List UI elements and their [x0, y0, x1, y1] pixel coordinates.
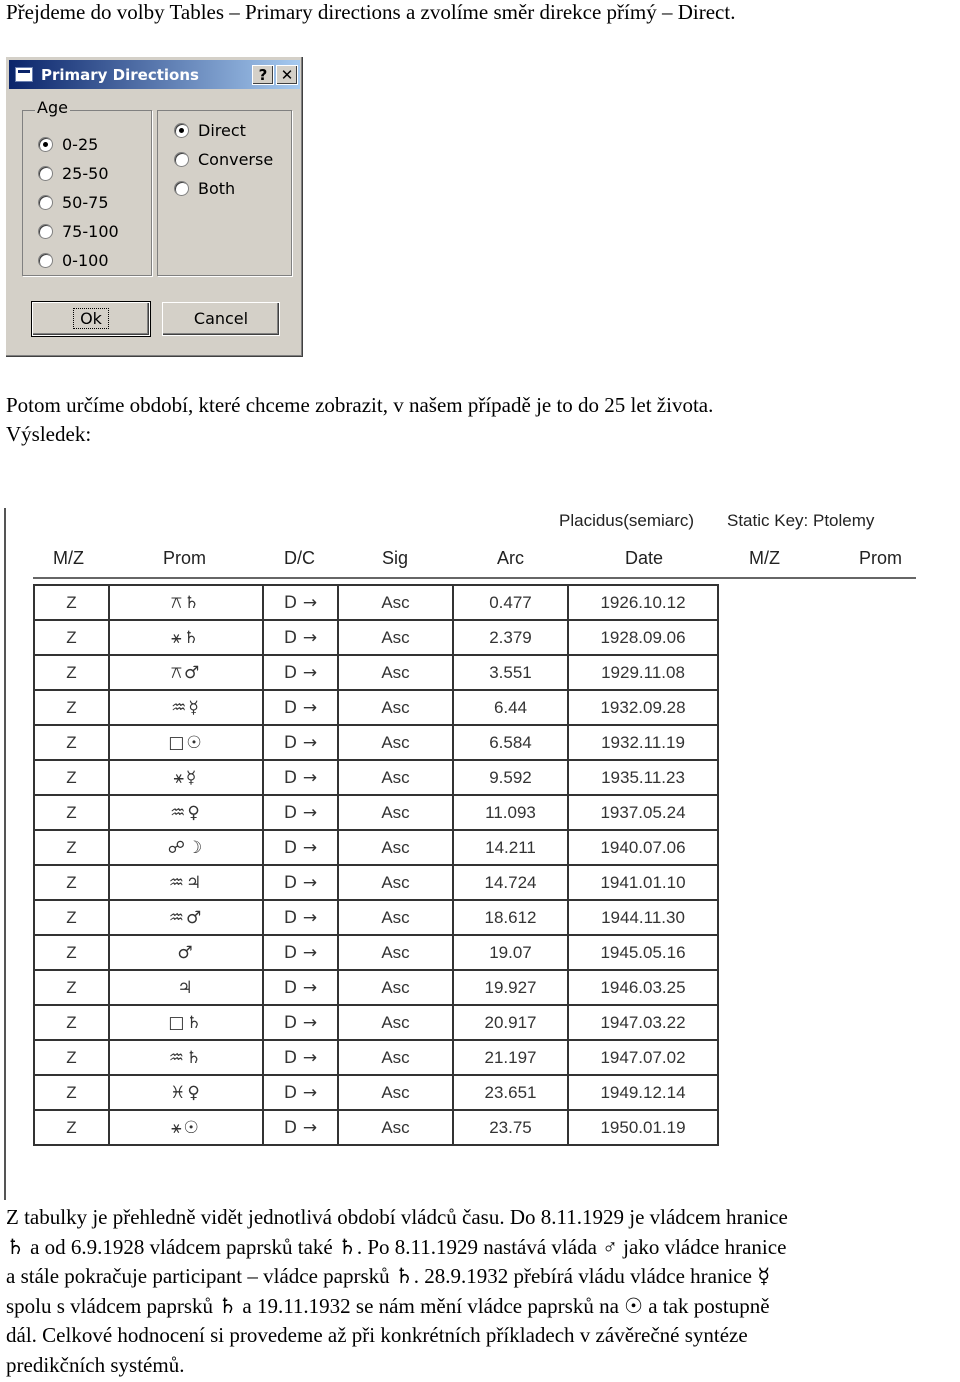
row-date: 1941.01.10 [568, 865, 718, 900]
ok-button-label: Ok [73, 308, 109, 329]
table-row [34, 795, 718, 830]
direction-code: D [283, 872, 297, 893]
row-arc: 18.612 [453, 900, 568, 935]
conclusion-line: predikčních systémů. [6, 1352, 185, 1377]
table-row [34, 620, 718, 655]
direction-option-label: Both [198, 179, 236, 198]
row-significator: Asc [338, 620, 453, 655]
arrow-icon: → [302, 977, 318, 998]
direction-code: D [283, 837, 297, 858]
directions-table-image [0, 500, 960, 1200]
row-arc: 0.477 [453, 585, 568, 620]
radio-button[interactable] [38, 253, 53, 268]
window-icon [15, 67, 33, 82]
directions-table [33, 584, 719, 1146]
row-date: 1935.11.23 [568, 760, 718, 795]
row-promissor: ♒☿ [109, 690, 263, 725]
table-row [34, 690, 718, 725]
house-system-label: Placidus(semiarc) [559, 511, 695, 530]
row-direction [263, 1075, 338, 1110]
row-arc: 19.07 [453, 935, 568, 970]
table-row [34, 865, 718, 900]
row-significator: Asc [338, 1005, 453, 1040]
row-direction [263, 620, 338, 655]
row-promissor: ♂ [109, 935, 263, 970]
row-significator: Asc [338, 760, 453, 795]
row-arc: 21.197 [453, 1040, 568, 1075]
col-header-dc: D/C [284, 548, 315, 568]
row-date: 1929.11.08 [568, 655, 718, 690]
age-option[interactable] [38, 222, 119, 241]
row-date: 1947.07.02 [568, 1040, 718, 1075]
row-significator: Asc [338, 900, 453, 935]
row-significator: Asc [338, 1040, 453, 1075]
table-row [34, 1040, 718, 1075]
arrow-icon: → [302, 592, 318, 613]
arrow-icon: → [302, 767, 318, 788]
dialog-titlebar[interactable] [9, 60, 300, 89]
row-mz: Z [34, 830, 109, 865]
row-direction [263, 865, 338, 900]
arrow-icon: → [302, 627, 318, 648]
table-row [34, 830, 718, 865]
row-direction [263, 1110, 338, 1145]
radio-button[interactable] [38, 137, 53, 152]
direction-option[interactable] [174, 179, 235, 198]
direction-code: D [283, 662, 297, 683]
row-direction [263, 1005, 338, 1040]
arrow-icon: → [302, 1012, 318, 1033]
row-direction [263, 585, 338, 620]
row-arc: 2.379 [453, 620, 568, 655]
row-significator: Asc [338, 585, 453, 620]
row-date: 1940.07.06 [568, 830, 718, 865]
conclusion-line: dál. Celkové hodnocení si provedeme až při konkrétních příkladech v závěrečné syntéze [6, 1323, 748, 1347]
arrow-icon: → [302, 1117, 318, 1138]
direction-code: D [283, 1117, 297, 1138]
direction-option-label: Direct [198, 121, 246, 140]
radio-button[interactable] [38, 195, 53, 210]
row-arc: 14.724 [453, 865, 568, 900]
row-date: 1946.03.25 [568, 970, 718, 1005]
row-date: 1937.05.24 [568, 795, 718, 830]
row-mz: Z [34, 935, 109, 970]
row-direction [263, 690, 338, 725]
row-date: 1928.09.06 [568, 620, 718, 655]
row-direction [263, 830, 338, 865]
row-date: 1932.11.19 [568, 725, 718, 760]
arrow-icon: → [302, 872, 318, 893]
row-promissor: □♄ [109, 1005, 263, 1040]
row-mz: Z [34, 1110, 109, 1145]
row-mz: Z [34, 1075, 109, 1110]
row-mz: Z [34, 865, 109, 900]
row-direction [263, 795, 338, 830]
row-significator: Asc [338, 865, 453, 900]
arrow-icon: → [302, 802, 318, 823]
age-option-label: 75-100 [62, 222, 119, 241]
age-option-label: 0-100 [62, 251, 109, 270]
direction-option[interactable] [174, 121, 246, 140]
row-date: 1947.03.22 [568, 1005, 718, 1040]
table-row [34, 585, 718, 620]
row-arc: 9.592 [453, 760, 568, 795]
table-left-border [4, 508, 6, 1200]
table-row [34, 1075, 718, 1110]
row-arc: 6.584 [453, 725, 568, 760]
row-promissor: ⚻♂ [109, 655, 263, 690]
intro-paragraph: Přejdeme do volby Tables – Primary directions a zvolíme směr direkce přímý – Direct. [6, 0, 736, 24]
row-significator: Asc [338, 935, 453, 970]
row-date: 1949.12.14 [568, 1075, 718, 1110]
col-header-date: Date [625, 548, 664, 568]
row-promissor: ⚹☿ [109, 760, 263, 795]
arrow-icon: → [302, 837, 318, 858]
direction-code: D [283, 767, 297, 788]
col-header-prom-2: Prom [859, 548, 903, 568]
direction-code: D [283, 942, 297, 963]
conclusion-line: spolu s vládcem paprsků ♄ a 19.11.1932 se nám mění vládce paprsků na ☉ a tak postupně [6, 1293, 770, 1318]
conclusion-line: a stále pokračuje participant – vládce paprsků ♄. 28.9.1932 přebírá vládu vládce hranice ☿ [6, 1264, 771, 1288]
direction-code: D [283, 627, 297, 648]
row-arc: 11.093 [453, 795, 568, 830]
row-direction [263, 970, 338, 1005]
row-direction [263, 1040, 338, 1075]
primary-directions-dialog [5, 56, 304, 358]
row-promissor: ☍☽ [109, 830, 263, 865]
row-mz: Z [34, 655, 109, 690]
row-promissor: ⚹♄ [109, 620, 263, 655]
cancel-button[interactable]: Cancel [162, 302, 280, 336]
row-promissor: ⚻♄ [109, 585, 263, 620]
row-arc: 20.917 [453, 1005, 568, 1040]
row-mz: Z [34, 1005, 109, 1040]
row-direction [263, 900, 338, 935]
table-row [34, 760, 718, 795]
radio-button[interactable] [174, 123, 189, 138]
row-arc: 14.211 [453, 830, 568, 865]
table-row [34, 1110, 718, 1145]
row-mz: Z [34, 760, 109, 795]
row-direction [263, 655, 338, 690]
col-header-sig: Sig [382, 548, 409, 568]
row-significator: Asc [338, 725, 453, 760]
age-option-label: 25-50 [62, 164, 109, 183]
static-key-label: Static Key: Ptolemy [727, 511, 875, 530]
age-option[interactable] [38, 251, 109, 270]
age-option[interactable] [38, 164, 109, 183]
row-direction [263, 760, 338, 795]
table-row [34, 655, 718, 690]
result-label: Výsledek: [6, 422, 92, 446]
row-mz: Z [34, 1040, 109, 1075]
row-mz: Z [34, 900, 109, 935]
age-option[interactable] [38, 135, 98, 154]
direction-option[interactable] [174, 150, 273, 169]
radio-button[interactable] [174, 152, 189, 167]
row-significator: Asc [338, 970, 453, 1005]
age-legend: Age [37, 98, 68, 117]
direction-code: D [283, 1012, 297, 1033]
col-header-arc: Arc [497, 548, 524, 568]
table-row [34, 935, 718, 970]
row-arc: 3.551 [453, 655, 568, 690]
arrow-icon: → [302, 942, 318, 963]
radio-button[interactable] [38, 224, 53, 239]
arrow-icon: → [302, 1082, 318, 1103]
arrow-icon: → [302, 732, 318, 753]
help-button[interactable]: ? [252, 65, 274, 85]
age-option-label: 50-75 [62, 193, 109, 212]
period-paragraph: Potom určíme období, které chceme zobrazit, v našem případě je to do 25 let života. [6, 393, 714, 417]
table-row [34, 970, 718, 1005]
direction-code: D [283, 732, 297, 753]
row-significator: Asc [338, 690, 453, 725]
row-arc: 19.927 [453, 970, 568, 1005]
direction-code: D [283, 1047, 297, 1068]
row-significator: Asc [338, 655, 453, 690]
direction-code: D [283, 697, 297, 718]
row-arc: 23.75 [453, 1110, 568, 1145]
direction-code: D [283, 592, 297, 613]
row-promissor: ♒♂ [109, 900, 263, 935]
row-promissor: □☉ [109, 725, 263, 760]
row-date: 1926.10.12 [568, 585, 718, 620]
row-significator: Asc [338, 795, 453, 830]
col-header-mz: M/Z [53, 548, 84, 568]
age-option[interactable] [38, 193, 109, 212]
row-promissor: ♒♃ [109, 865, 263, 900]
col-header-mz-2: M/Z [749, 548, 780, 568]
row-significator: Asc [338, 1110, 453, 1145]
arrow-icon: → [302, 662, 318, 683]
row-mz: Z [34, 795, 109, 830]
row-direction [263, 935, 338, 970]
direction-code: D [283, 977, 297, 998]
row-date: 1932.09.28 [568, 690, 718, 725]
close-button[interactable]: ✕ [276, 65, 298, 85]
row-date: 1944.11.30 [568, 900, 718, 935]
direction-option-label: Converse [198, 150, 274, 169]
dialog-title: Primary Directions [41, 65, 199, 84]
row-significator: Asc [338, 1075, 453, 1110]
row-mz: Z [34, 725, 109, 760]
conclusion-line: Z tabulky je přehledně vidět jednotlivá období vládců času. Do 8.11.1929 je vládcem hranice [6, 1205, 788, 1229]
col-header-prom: Prom [163, 548, 207, 568]
radio-button[interactable] [174, 181, 189, 196]
row-promissor: ♃ [109, 970, 263, 1005]
row-promissor: ⚹☉ [109, 1110, 263, 1145]
row-promissor: ♒♀ [109, 795, 263, 830]
row-significator: Asc [338, 830, 453, 865]
header-divider [33, 577, 916, 579]
row-date: 1950.01.19 [568, 1110, 718, 1145]
row-mz: Z [34, 585, 109, 620]
table-row [34, 1005, 718, 1040]
direction-code: D [283, 907, 297, 928]
table-row [34, 725, 718, 760]
arrow-icon: → [302, 697, 318, 718]
row-arc: 6.44 [453, 690, 568, 725]
arrow-icon: → [302, 1047, 318, 1068]
row-mz: Z [34, 620, 109, 655]
radio-button[interactable] [38, 166, 53, 181]
table-row [34, 900, 718, 935]
direction-code: D [283, 802, 297, 823]
row-date: 1945.05.16 [568, 935, 718, 970]
row-promissor: ♓♀ [109, 1075, 263, 1110]
row-mz: Z [34, 690, 109, 725]
row-promissor: ♒♄ [109, 1040, 263, 1075]
row-mz: Z [34, 970, 109, 1005]
row-arc: 23.651 [453, 1075, 568, 1110]
age-option-label: 0-25 [62, 135, 99, 154]
row-direction [263, 725, 338, 760]
conclusion-line: ♄ a od 6.9.1928 vládcem paprsků také ♄. Po 8.11.1929 nastává vláda ♂ jako vládce hranice [6, 1234, 787, 1259]
direction-code: D [283, 1082, 297, 1103]
arrow-icon: → [302, 907, 318, 928]
ok-button[interactable] [32, 302, 150, 336]
